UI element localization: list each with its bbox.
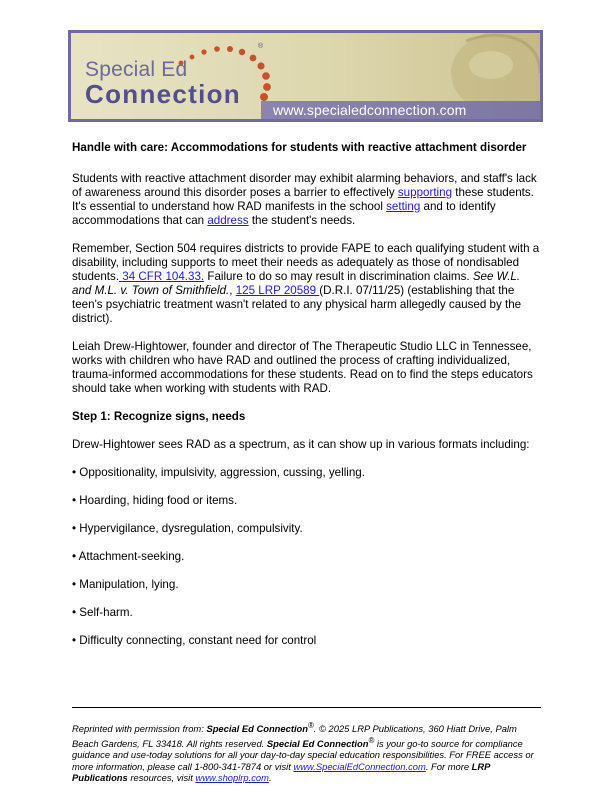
- section-504-paragraph: Remember, Section 504 requires districts to provide FAPE to each qualifying student with a disability, including supports to meet their needs as adequately as those of nondisabled students. 34 CFR 104.33. Failure to do so may result in discrimination claims. See W.L. and M.L. v. Town of Smithfield., 125 LRP 20589 (D.R.I. 07/11/25) (establishing that the teen's psychiatric treatment wasn't related to any physical harm allegedly caused by the district).: [72, 242, 540, 325]
- registered-mark: ®: [258, 43, 264, 50]
- link-address[interactable]: address: [207, 214, 249, 227]
- brand-name: LRP Publications: [72, 760, 491, 784]
- logo-text-special-ed: Special Ed: [85, 58, 188, 81]
- step-1-heading: Step 1: Recognize signs, needs: [72, 410, 246, 423]
- bullet-icon: •: [72, 606, 77, 619]
- bullet-icon: •: [72, 550, 77, 563]
- banner-url: www.specialedconnection.com: [273, 102, 467, 118]
- brand-name: Special Ed Connection: [266, 737, 369, 749]
- list-item: • Hoarding, hiding food or items.: [72, 494, 238, 507]
- spectrum-paragraph: Drew-Hightower sees RAD as a spectrum, as it can show up in various formats including:: [72, 438, 530, 451]
- bullet-icon: •: [72, 522, 77, 535]
- brand-name: Special Ed Connection: [206, 723, 309, 735]
- list-item: • Attachment-seeking.: [72, 550, 185, 563]
- article-title: Handle with care: Accommodations for students with reactive attachment disorder: [72, 141, 527, 154]
- link-125-lrp-20589[interactable]: 125 LRP 20589: [235, 284, 320, 297]
- case-citation: See W.L. and M.L. v. Town of Smithfield.: [72, 270, 521, 297]
- list-item: • Difficulty connecting, constant need for control: [72, 634, 317, 647]
- list-item: • Oppositionality, impulsivity, aggression, cussing, yelling.: [72, 466, 365, 479]
- link-shoplrp[interactable]: www.shoplrp.com: [195, 772, 269, 784]
- link-specialedconnection[interactable]: www.SpecialEdConnection.com: [293, 760, 426, 772]
- footer-divider: [72, 707, 541, 708]
- bullet-icon: •: [72, 466, 77, 479]
- intro-paragraph: Students with reactive attachment disorder may exhibit alarming behaviors, and staff's lack of awareness around this disorder poses a barrier to effectively supporting these students. It's essential to understand how RAD manifests in the school setting and to identify accommodations that can address the student's needs.: [72, 172, 537, 227]
- list-item: • Hypervigilance, dysregulation, compulsivity.: [72, 522, 303, 535]
- signs-list: [72, 466, 542, 648]
- link-34-cfr-104-33[interactable]: 34 CFR 104.33.: [119, 270, 205, 283]
- drew-hightower-paragraph: Leiah Drew-Hightower, founder and director of The Therapeutic Studio LLC in Tennessee, works with children who have RAD and outlined the process of crafting individualized, trauma-informed accommodations for these students. Read on to find the steps educators should take when working with students with RAD.: [72, 340, 533, 395]
- header-banner: [68, 30, 543, 122]
- list-item: • Manipulation, lying.: [72, 578, 179, 591]
- bullet-icon: •: [72, 578, 77, 591]
- list-item: • Self-harm.: [72, 606, 133, 619]
- bullet-icon: •: [72, 494, 77, 507]
- link-supporting[interactable]: supporting: [397, 186, 453, 199]
- reprint-footer: Reprinted with permission from: Special Ed Connection®. © 2025 LRP Publications, 360 Hiatt Drive, Palm Beach Gardens, FL 33418. All rights reserved. Special Ed Connection® is your go-to source for compliance guidance and use-today solutions for all your day-to-day special education responsibilities. For FREE access or more information, please call 1-800-341-7874 or visit www.SpecialEdConnection.com. For more LRP Publications resources, visit www.shoplrp.com.: [72, 721, 534, 784]
- logo-text-connection: Connection: [85, 79, 241, 109]
- article-body: [72, 141, 542, 662]
- link-setting[interactable]: setting: [386, 200, 421, 213]
- bullet-icon: •: [72, 634, 77, 647]
